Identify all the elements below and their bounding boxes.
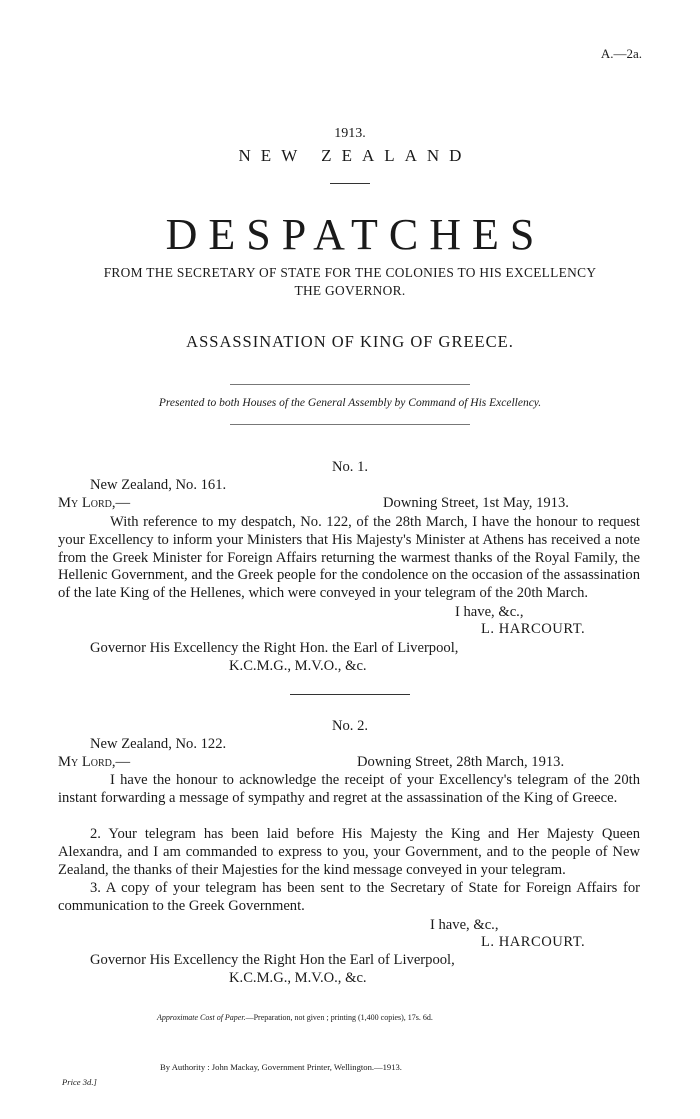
addressee-line-2: K.C.M.G., M.V.O., &c. (229, 970, 367, 986)
place-date: Downing Street, 28th March, 1913. (357, 754, 565, 770)
salutation: My Lord,— (58, 495, 131, 511)
presented-rule-top (230, 384, 470, 385)
country-heading: NEW ZEALAND (238, 146, 472, 165)
despatch-body: With reference to my despatch, No. 122, of the 28th March, I have the honour to request your Excellency to inform your Ministers that His Majesty's Minister at Athens has received a note from the Greek Minister for Foreign Affairs returning the warmest thanks of the Royal Family, the Hellenic Government, and the Greek people for the condolence on the occasion of the assassination of the late King of the Hellenes, which were conveyed in your telegram of the 20th March. (58, 514, 640, 602)
salutation: My Lord,— (58, 754, 131, 770)
subtitle-line-1: FROM THE SECRETARY OF STATE FOR THE COLONIES TO HIS EXCELLENCY (103, 265, 597, 280)
despatch-paragraph-2: 2. Your telegram has been laid before His Majesty the King and Her Majesty Queen Alexandra, and I am commanded to express to you, your Government, and to the people of New Zealand, the thanks of their Majesties for the kind message conveyed in your telegram. (58, 826, 640, 878)
presented-rule-bottom (230, 424, 470, 425)
document-reference: A.—2a. (600, 46, 642, 61)
despatch-ref: New Zealand, No. 161. (90, 477, 227, 493)
addressee-line-1: Governor His Excellency the Right Hon the Earl of Liverpool, (90, 952, 455, 968)
cost-text: —Preparation, not given ; printing (1,400 copies), 17s. 6d. (245, 1013, 433, 1022)
despatch-paragraph-3: 3. A copy of your telegram has been sent to the Secretary of State for Foreign Affairs for communication to the Greek Government. (58, 880, 640, 914)
signature: L. HARCOURT. (481, 621, 586, 637)
presented-note: Presented to both Houses of the General Assembly by Command of His Excellency. (158, 397, 542, 409)
place-date: Downing Street, 1st May, 1913. (383, 495, 569, 511)
year: 1913. (334, 126, 366, 141)
short-divider (330, 183, 370, 184)
section-divider (290, 694, 410, 695)
document-title: DESPATCHES (165, 210, 546, 259)
price: Price 3d.] (62, 1077, 97, 1087)
addressee-line-2: K.C.M.G., M.V.O., &c. (229, 658, 367, 674)
cost-note (157, 1013, 433, 1022)
closing: I have, &c., (430, 917, 499, 933)
topic-heading: ASSASSINATION OF KING OF GREECE. (186, 332, 514, 351)
signature: L. HARCOURT. (481, 934, 586, 950)
despatch-number: No. 2. (331, 718, 369, 734)
addressee-line-1: Governor His Excellency the Right Hon. the Earl of Liverpool, (90, 640, 459, 656)
despatch-paragraph-1: I have the honour to acknowledge the receipt of your Excellency's telegram of the 20th instant forwarding a message of sympathy and regret at the assassination of the King of Greece. (58, 772, 640, 806)
cost-label: Approximate Cost of Paper. (157, 1013, 246, 1022)
closing: I have, &c., (455, 604, 524, 620)
despatch-number: No. 1. (331, 459, 369, 475)
despatch-ref: New Zealand, No. 122. (90, 736, 227, 752)
authority-line: By Authority : John Mackay, Government Printer, Wellington.—1913. (160, 1062, 402, 1072)
subtitle-line-2: THE GOVERNOR. (294, 283, 406, 298)
